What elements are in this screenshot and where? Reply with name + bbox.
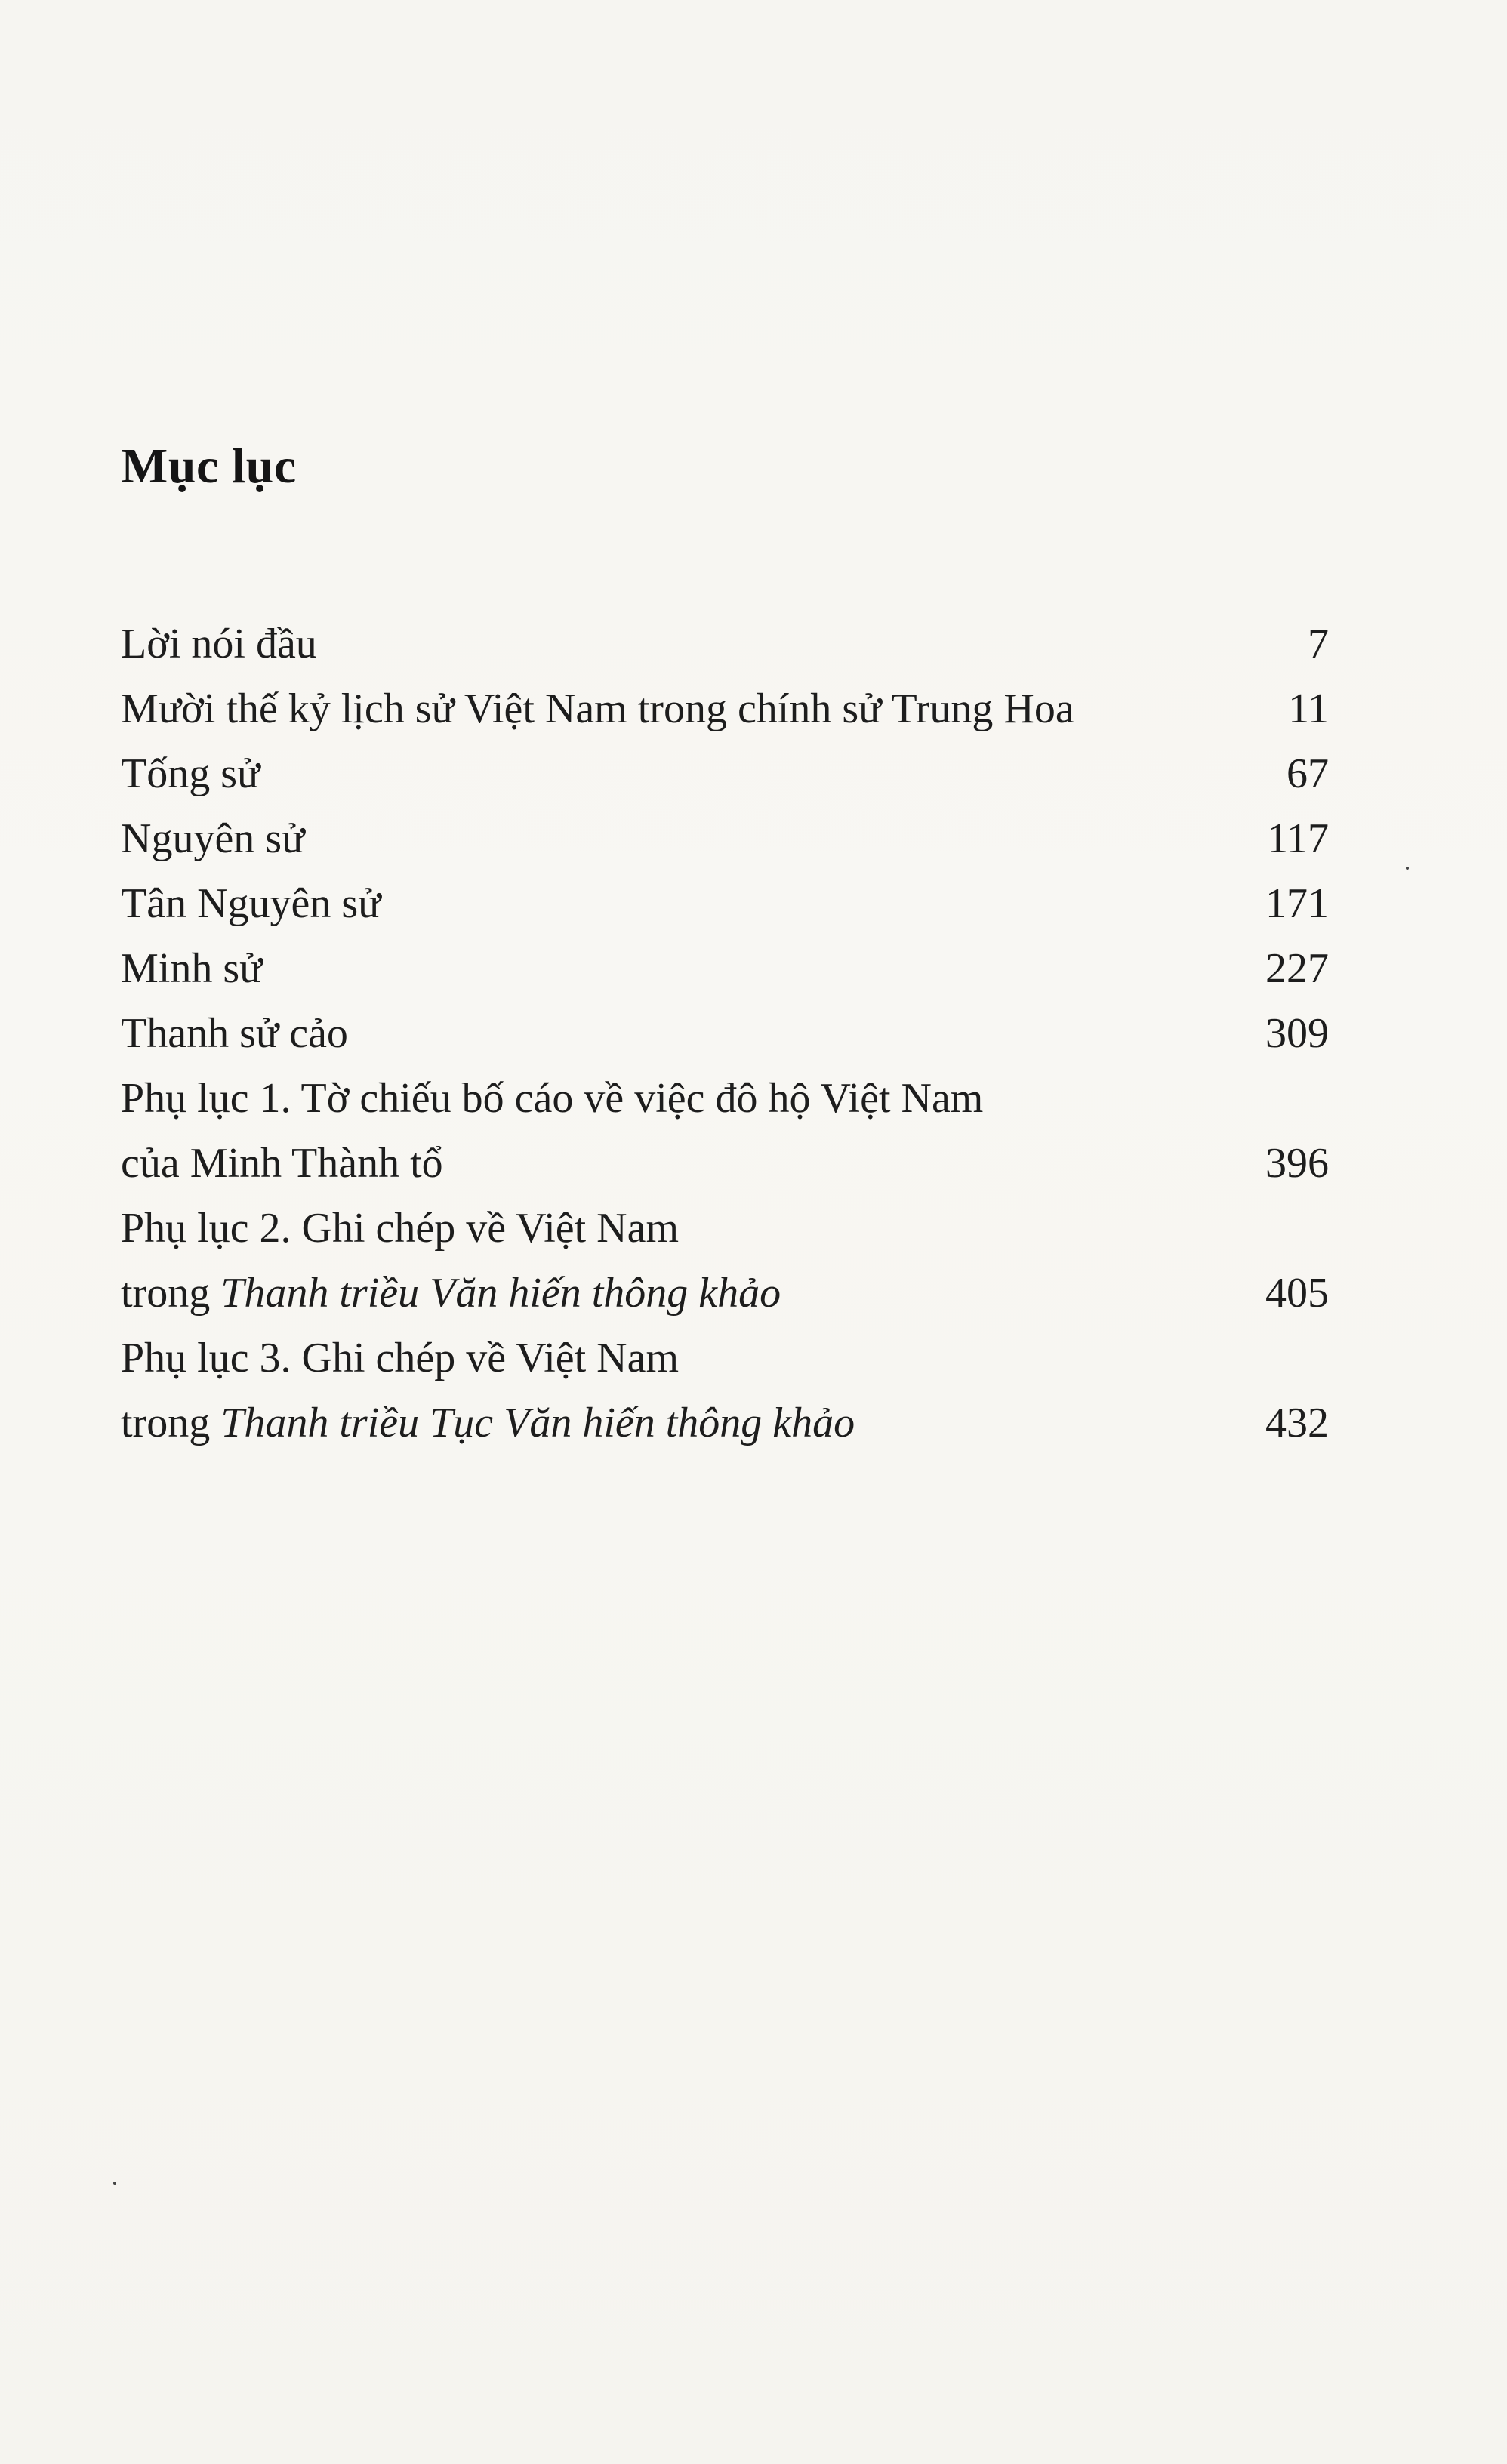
paper-speck xyxy=(1406,867,1409,870)
toc-entry-book-title: Thanh triều Văn hiến thông khảo xyxy=(220,1270,781,1317)
toc-appendix-3 xyxy=(121,1326,1329,1455)
toc-entry-label: Minh sử xyxy=(121,945,263,992)
toc-entry-label: Nguyên sử xyxy=(121,815,305,862)
toc-entry-page: 67 xyxy=(1287,750,1329,797)
toc-entry-page: 171 xyxy=(1265,880,1329,927)
toc-entry xyxy=(121,1001,1329,1066)
toc-entry xyxy=(121,936,1329,1001)
toc-entry-prefix: trong xyxy=(121,1270,221,1317)
toc-entry-page: 309 xyxy=(1265,1010,1329,1057)
toc-entry-book-title: Thanh triều Tục Văn hiến thông khảo xyxy=(220,1400,855,1446)
toc-entry-label-continued xyxy=(121,1391,855,1455)
toc-entry xyxy=(121,871,1329,936)
toc-entry-label: Tống sử xyxy=(121,750,260,797)
toc-entry-page: 117 xyxy=(1267,815,1329,862)
toc-entry-label: Thanh sử cảo xyxy=(121,1010,348,1057)
toc-entry-label-continued: của Minh Thành tổ xyxy=(121,1140,443,1187)
toc-entry-page: 11 xyxy=(1288,685,1329,732)
toc-entry-page: 405 xyxy=(1265,1270,1329,1317)
toc-entry xyxy=(121,741,1329,806)
toc-entry-page: 227 xyxy=(1265,945,1329,992)
toc-entry-page: 432 xyxy=(1265,1400,1329,1446)
page-title: Mục lục xyxy=(121,439,297,494)
toc-entry-label: Lời nói đầu xyxy=(121,621,317,667)
toc-entry-label-continued xyxy=(121,1261,781,1326)
table-of-contents xyxy=(121,611,1329,1455)
toc-appendix-2 xyxy=(121,1196,1329,1326)
toc-appendix-1 xyxy=(121,1066,1329,1196)
toc-entry-label: Mười thế kỷ lịch sử Việt Nam trong chính sử Trung Hoa xyxy=(121,685,1074,732)
toc-entry xyxy=(121,806,1329,871)
toc-entry-page: 396 xyxy=(1265,1140,1329,1187)
toc-entry-label: Phụ lục 3. Ghi chép về Việt Nam xyxy=(121,1335,680,1381)
toc-entry-label: Tân Nguyên sử xyxy=(121,880,381,927)
toc-entry-label: Phụ lục 1. Tờ chiếu bố cáo về việc đô hộ Việt Nam xyxy=(121,1075,984,1122)
toc-entry-label: Phụ lục 2. Ghi chép về Việt Nam xyxy=(121,1205,680,1252)
paper-speck xyxy=(113,2182,116,2185)
toc-entry-page: 7 xyxy=(1308,621,1329,667)
toc-entry-prefix: trong xyxy=(121,1400,221,1446)
toc-entry xyxy=(121,611,1329,676)
toc-entry xyxy=(121,676,1329,741)
